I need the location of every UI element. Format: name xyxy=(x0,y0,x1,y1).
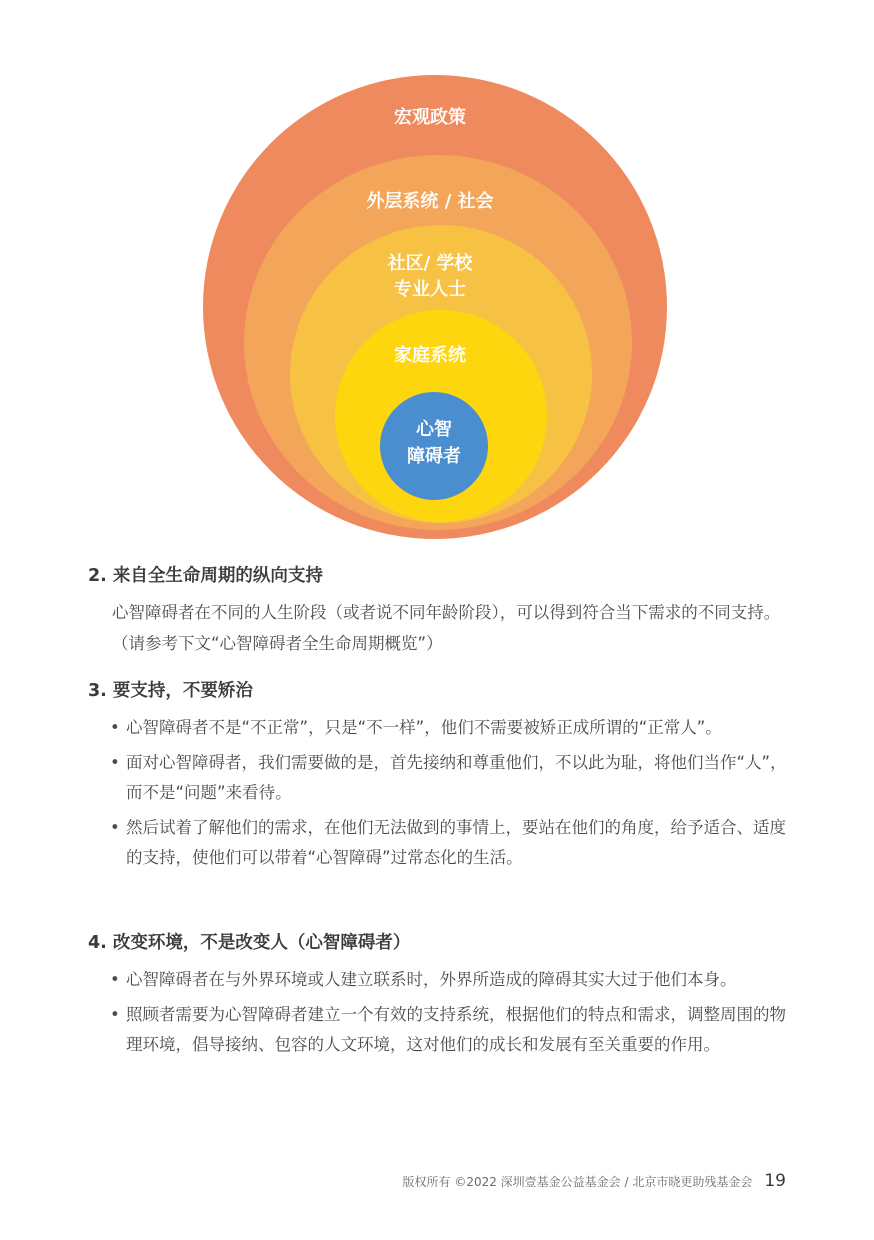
bullet-icon: • xyxy=(110,817,120,837)
section-2 xyxy=(88,560,788,659)
list-item-text: 心智障碍者在与外界环境或人建立联系时，外界所造成的障碍其实大过于他们本身。 xyxy=(126,970,737,989)
section-heading: 3. 要支持，不要矫治 xyxy=(88,681,253,701)
list-item-text: 然后试着了解他们的需求，在他们无法做到的事情上，要站在他们的角度，给予适合、适度的支持，使他们可以带着“心智障碍”过常态化的生活。 xyxy=(126,817,786,867)
list-item xyxy=(88,748,788,809)
list-item xyxy=(88,965,788,996)
list-item xyxy=(88,713,788,744)
bullet-list xyxy=(88,965,788,1061)
bullet-icon: • xyxy=(110,752,120,772)
layer-label-macro: 宏观政策 xyxy=(394,107,466,128)
list-item-text: 照顾者需要为心智障碍者建立一个有效的支持系统，根据他们的特点和需求，调整周围的物理环境，倡导接纳、包容的人文环境，这对他们的成长和发展有至关重要的作用。 xyxy=(126,1004,786,1054)
page-footer xyxy=(403,1169,786,1193)
section-3 xyxy=(88,675,788,878)
ecosystem-diagram xyxy=(0,0,874,560)
copyright-text: 版权所有 ©2022 深圳壹基金公益基金会 / 北京市晓更助残基金会 xyxy=(402,1174,753,1189)
bullet-icon: • xyxy=(110,1004,120,1024)
layer-label-individual: 心智 障碍者 xyxy=(407,419,461,467)
bullet-list xyxy=(88,713,788,874)
list-item-text: 心智障碍者不是“不正常”，只是“不一样”，他们不需要被矫正成所谓的“正常人”。 xyxy=(126,718,722,737)
layer-label-family: 家庭系统 xyxy=(394,345,466,366)
list-item-text: 面对心智障碍者，我们需要做的是，首先接纳和尊重他们，不以此为耻，将他们当作“人”，而不是“问题”来看待。 xyxy=(126,752,787,802)
section-heading: 2. 来自全生命周期的纵向支持 xyxy=(88,566,323,586)
page-number: 19 xyxy=(764,1171,786,1191)
list-item xyxy=(88,813,788,874)
section-heading: 4. 改变环境，不是改变人（心智障碍者） xyxy=(88,933,411,953)
bullet-icon: • xyxy=(110,718,120,737)
list-item xyxy=(88,1000,788,1061)
layer-label-community: 社区/ 学校 专业人士 xyxy=(387,253,473,300)
section-paragraph: 心智障碍者在不同的人生阶段（或者说不同年龄阶段），可以得到符合当下需求的不同支持。（请参考下文“心智障碍者全生命周期概览”） xyxy=(112,603,781,653)
bullet-icon: • xyxy=(110,970,120,989)
section-4 xyxy=(88,927,788,1065)
layer-label-exosystem: 外层系统 / 社会 xyxy=(366,191,494,212)
